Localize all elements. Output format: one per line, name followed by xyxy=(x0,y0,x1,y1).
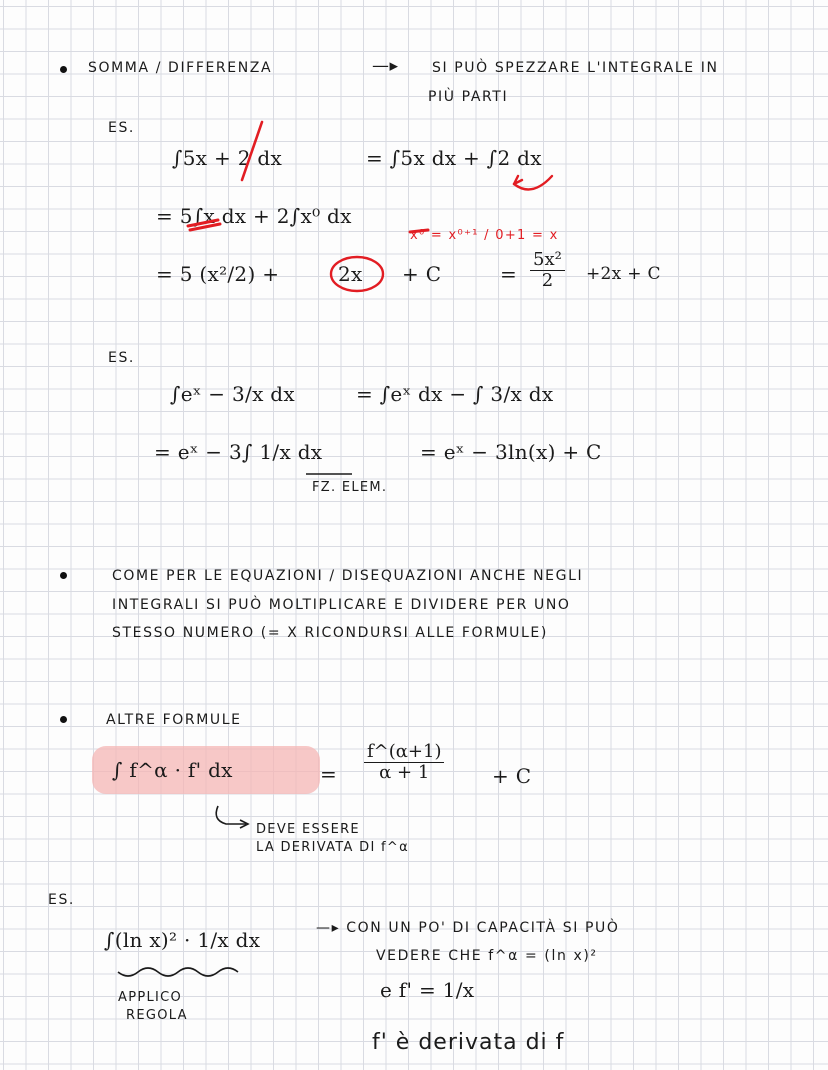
example2-step2: = eˣ − 3∫ 1/x dx xyxy=(154,440,323,464)
example3-under-line1: APPLICO xyxy=(118,990,183,1005)
red-circle xyxy=(331,257,383,291)
example1-step3-b: + C xyxy=(402,262,442,286)
example3-note-line3: e f' = 1/x xyxy=(380,978,475,1002)
section1-note-line1: SI PUÒ SPEZZARE L'INTEGRALE IN xyxy=(432,60,719,76)
example1-step2: = 5∫x dx + 2∫x⁰ dx xyxy=(156,204,352,228)
red-scribble xyxy=(188,220,220,230)
formula-note-line1: DEVE ESSERE xyxy=(256,822,360,837)
example2-result: = eˣ − 3ln(x) + C xyxy=(420,440,602,464)
formula-numerator: f^(α+1) xyxy=(364,742,444,763)
formula-note-line2: LA DERIVATA DI f^α xyxy=(256,840,409,855)
example1-step3-a: = 5 (x²/2) + xyxy=(156,262,280,286)
red-cancel-stroke xyxy=(242,122,262,180)
example3-note-line2: VEDERE CHE f^α = (ln x)² xyxy=(376,948,598,964)
section1-note-line2: PIÙ PARTI xyxy=(428,89,509,105)
red-underline xyxy=(410,230,428,232)
example3-integral: ∫(ln x)² · 1/x dx xyxy=(104,928,261,952)
red-curved-arrow-icon xyxy=(514,176,552,189)
example3-note-line4: f' è derivata di f xyxy=(372,1030,565,1055)
section-title-altre-formule: ALTRE FORMULE xyxy=(106,712,242,728)
section-title-somma-differenza: SOMMA / DIFFERENZA xyxy=(88,60,273,76)
example1-red-formula: x⁰ = x⁰⁺¹ / 0+1 = x xyxy=(410,228,559,243)
example1-result-numerator: 5x² xyxy=(530,250,565,271)
formula-equals: = xyxy=(320,762,338,786)
example1-integral-lhs: ∫5x + 2 dx xyxy=(172,146,283,170)
example-label: ES. xyxy=(48,892,75,908)
arrow-icon: —▸ xyxy=(372,56,399,76)
section2-line3: STESSO NUMERO (= X RICONDURSI ALLE FORMULE) xyxy=(112,625,548,641)
example3-note-line1: —▸ CON UN PO' DI CAPACITÀ SI PUÒ xyxy=(316,920,620,936)
example1-result-denominator: 2 xyxy=(541,269,554,291)
formula-denominator: α + 1 xyxy=(379,761,430,783)
wavy-underline xyxy=(118,968,238,976)
section2-line1: COME PER LE EQUAZIONI / DISEQUAZIONI ANCHE NEGLI xyxy=(112,568,584,584)
example2-note: FZ. ELEM. xyxy=(312,480,388,495)
section2-line2: INTEGRALI SI PUÒ MOLTIPLICARE E DIVIDERE PER UNO xyxy=(112,597,571,613)
equals-sign: = xyxy=(500,262,518,286)
example3-under-line2: REGOLA xyxy=(126,1008,188,1023)
formula-tail: + C xyxy=(492,764,532,788)
example1-circled-term: 2x xyxy=(338,262,363,286)
formula-lhs: ∫ f^α · f' dx xyxy=(112,758,233,782)
example2-lhs: ∫eˣ − 3/x dx xyxy=(170,382,295,406)
example1-integral-rhs: = ∫5x dx + ∫2 dx xyxy=(366,146,542,170)
example-label: ES. xyxy=(108,350,135,366)
example2-rhs: = ∫eˣ dx − ∫ 3/x dx xyxy=(356,382,554,406)
example-label: ES. xyxy=(108,120,135,136)
example1-result-tail: +2x + C xyxy=(586,264,661,284)
